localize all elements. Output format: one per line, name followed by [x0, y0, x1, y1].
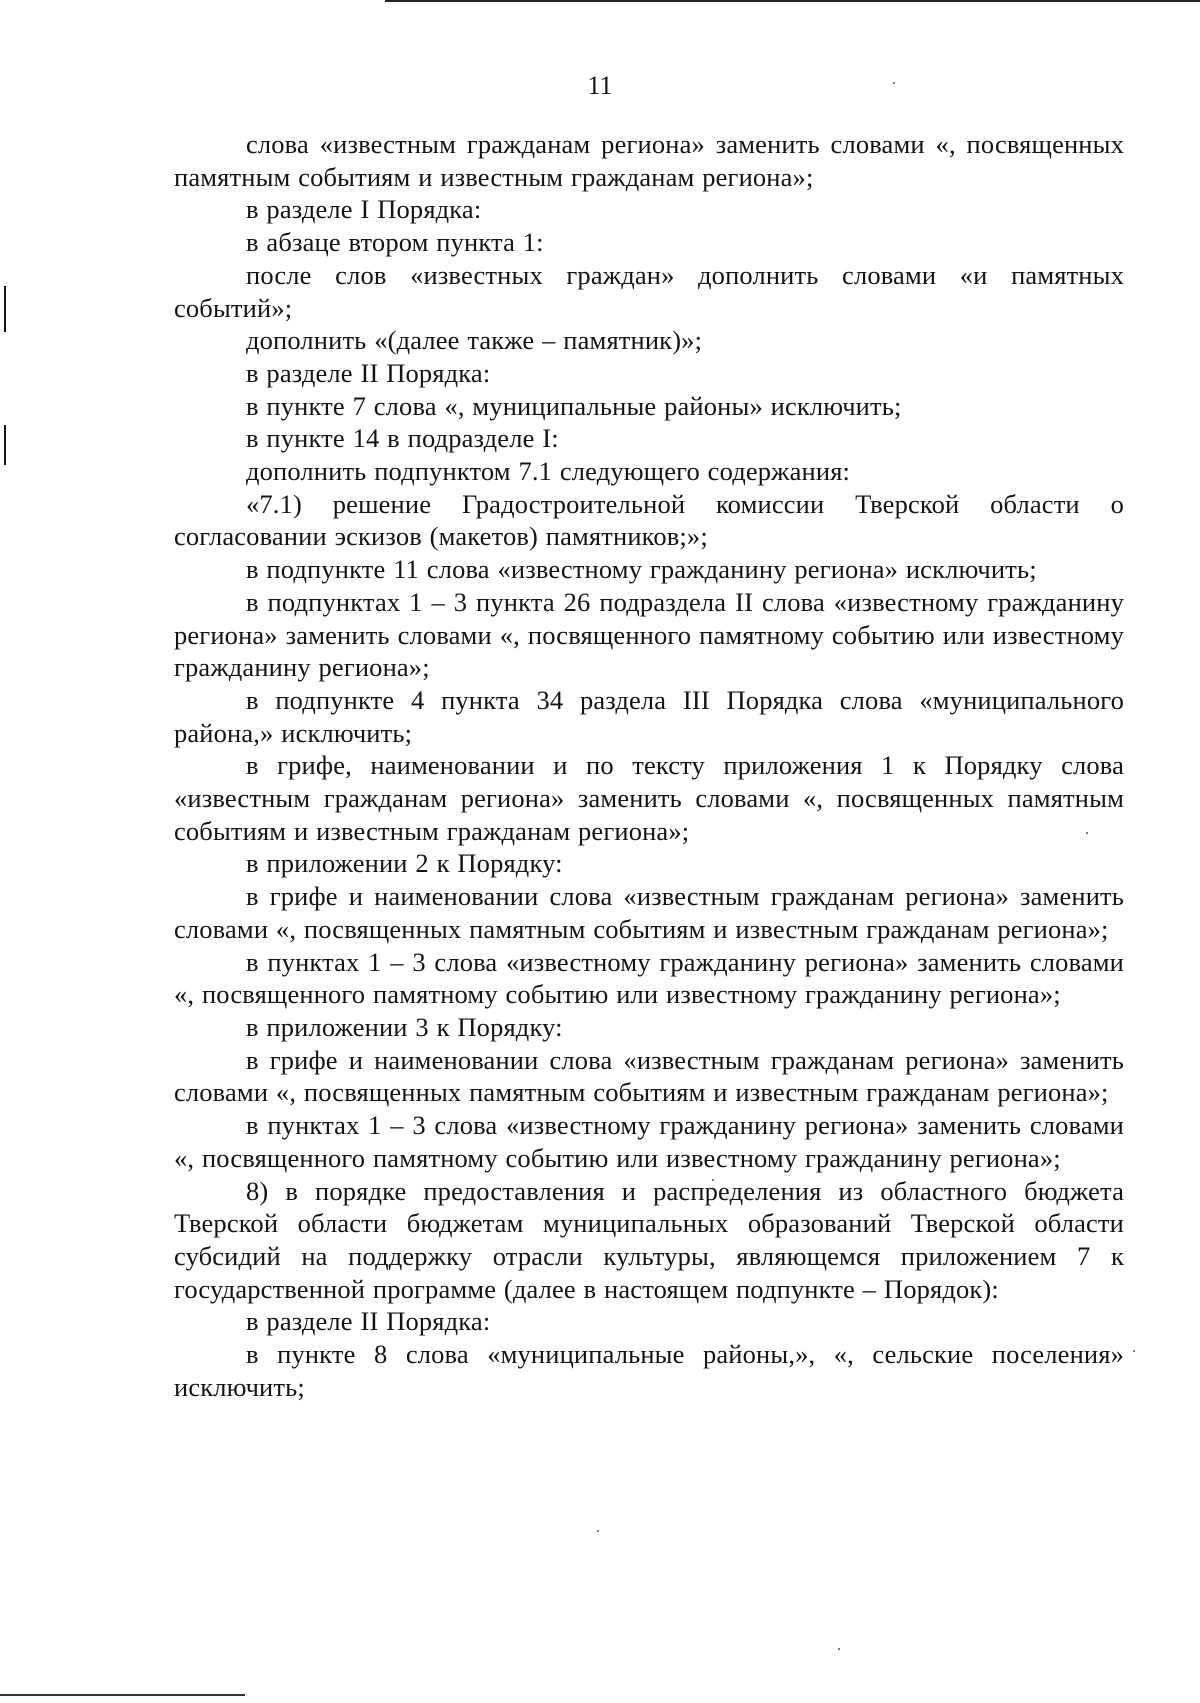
page-number: 11	[587, 71, 613, 100]
paragraph: в приложении 2 к Порядку:	[246, 848, 563, 879]
paragraph: в пункте 8 слова «муниципальные районы,», «, сельские поселения» исключить;	[174, 1339, 1124, 1402]
paragraph: в разделе II Порядка:	[246, 357, 491, 388]
paragraph: в пункте 14 в подразделе I:	[246, 423, 559, 454]
paragraph: в грифе и наименовании слова «известным гражданам региона» заменить словами «, посвященных памятным событиям и известным гражданам региона»;	[174, 1044, 1124, 1108]
scan-speck	[1133, 1350, 1135, 1352]
scan-speck	[838, 1648, 840, 1650]
paragraph: слова «известным гражданам региона» заменить словами «, посвященных памятным событиям и известным гражданам региона»;	[174, 129, 1124, 192]
paragraph: в подпункте 4 пункта 34 раздела III Порядка слова «муниципального района,» исключить;	[174, 684, 1124, 748]
paragraph: в грифе, наименовании и по тексту приложения 1 к Порядку слова «известным гражданам региона» заменить словами «, посвященных памятным событиям и известным гражданам региона»;	[174, 750, 1124, 846]
paragraph: дополнить «(далее также – памятник)»;	[246, 325, 703, 356]
scan-speck	[597, 1530, 599, 1532]
scan-top-edge	[385, 0, 1200, 2]
scan-left-mark	[4, 425, 6, 465]
paragraph: в разделе I Порядка:	[246, 194, 482, 225]
paragraph: «7.1) решение Градостроительной комиссии Тверской области о согласовании эскизов (макетов) памятников;»;	[174, 488, 1124, 552]
paragraph: в разделе II Порядка:	[246, 1306, 491, 1337]
document-body	[174, 128, 1124, 1403]
paragraph: 8) в порядке предоставления и распределения из областного бюджета Тверской области бюджетам муниципальных образований Тверской области субсидий на поддержку отрасли культуры, являющемся приложением 7 к государственной программе (далее в настоящем подпункте – Порядок):	[174, 1175, 1124, 1304]
paragraph: в приложении 3 к Порядку:	[246, 1011, 563, 1042]
paragraph: в пунктах 1 – 3 слова «известному гражданину региона» заменить словами «, посвященного памятному событию или известному гражданину региона»;	[174, 946, 1124, 1010]
paragraph: в подпункте 11 слова «известному гражданину региона» исключить;	[246, 554, 1037, 585]
paragraph: в абзаце втором пункта 1:	[246, 227, 544, 258]
paragraph: дополнить подпунктом 7.1 следующего содержания:	[246, 456, 851, 487]
scan-left-mark	[4, 286, 6, 332]
scan-bottom-edge	[0, 1694, 245, 1696]
paragraph: после слов «известных граждан» дополнить словами «и памятных событий»;	[174, 259, 1124, 323]
paragraph: в грифе и наименовании слова «известным гражданам региона» заменить словами «, посвященных памятным событиям и известным гражданам региона»;	[174, 881, 1124, 944]
paragraph: в подпунктах 1 – 3 пункта 26 подраздела II слова «известному гражданину региона» заменить словами «, посвященного памятному событию или известному гражданину региона»;	[174, 586, 1124, 683]
paragraph: в пункте 7 слова «, муниципальные районы» исключить;	[246, 390, 902, 421]
paragraph: в пунктах 1 – 3 слова «известному гражданину региона» заменить словами «, посвященного памятному событию или известному гражданину региона»;	[174, 1110, 1124, 1173]
